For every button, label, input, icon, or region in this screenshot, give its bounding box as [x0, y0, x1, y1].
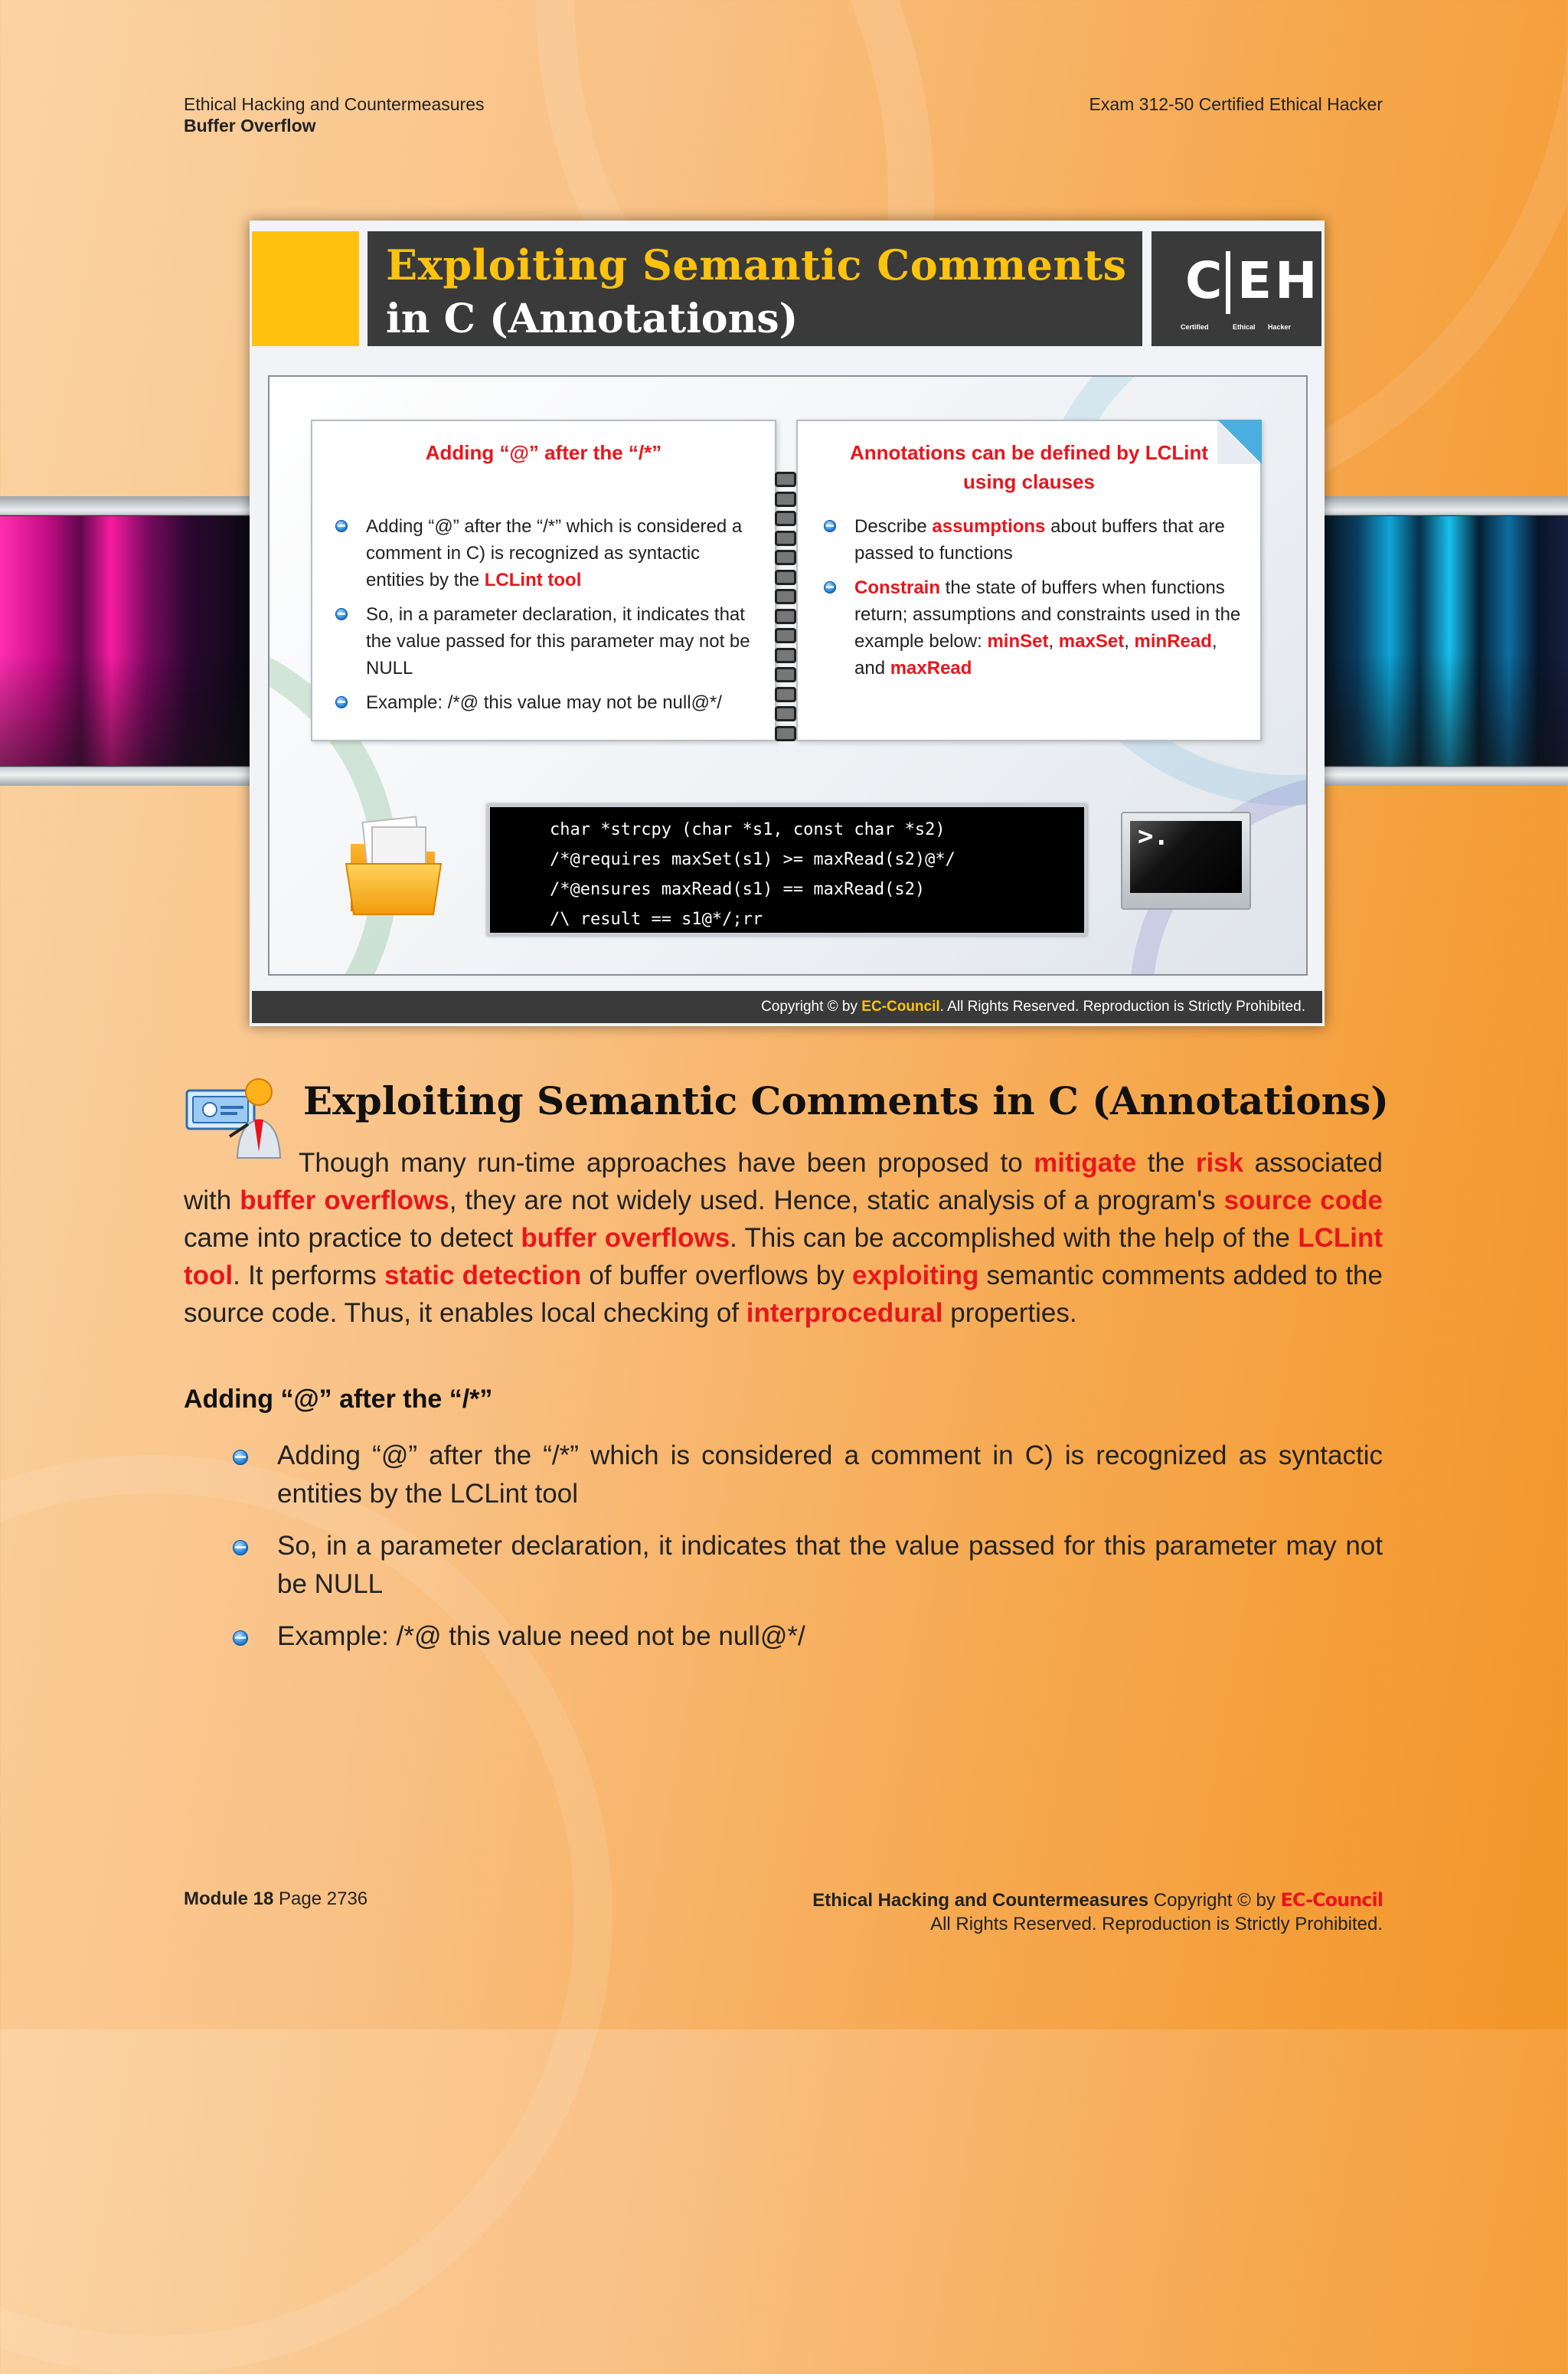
- code-block: [487, 804, 1087, 936]
- code-line: /*@ensures maxRead(s1) == maxRead(s2): [550, 880, 926, 899]
- footer-course: Ethical Hacking and Countermeasures: [812, 1890, 1149, 1911]
- bullet-text: Describe: [854, 516, 933, 537]
- section-title: Exploiting Semantic Comments in C (Annotations): [303, 1078, 1389, 1123]
- list-item: [230, 1437, 1383, 1513]
- logo-sub-hacker: Hacker: [1268, 323, 1292, 331]
- paragraph-text: Though many run-time approaches have been proposed to: [299, 1148, 1034, 1178]
- slide-title-line1: Exploiting Semantic Comments: [386, 240, 1127, 289]
- bullet-highlight: LCLint tool: [484, 570, 582, 590]
- slide-content-panel: [268, 375, 1308, 976]
- slide-image: [250, 221, 1325, 1026]
- course-title: Ethical Hacking and Countermeasures: [184, 94, 485, 114]
- bullet-highlight: maxSet: [1058, 631, 1125, 652]
- bullet-text: Example: /*@ this value need not be null@*/: [277, 1621, 805, 1651]
- paragraph-text: properties.: [942, 1298, 1077, 1328]
- code-line: /\ result == s1@*/;rr: [550, 910, 763, 929]
- list-item: [335, 689, 758, 716]
- module-number: Module 18: [184, 1888, 274, 1909]
- footer-copyright-text: Copyright © by: [1148, 1890, 1281, 1911]
- slide-title-line2: in C (Annotations): [386, 296, 799, 342]
- page-footer-copyright: [812, 1888, 1383, 1936]
- decorative-stripe-right: [1321, 496, 1568, 786]
- highlighted-term: interprocedural: [746, 1298, 943, 1328]
- page-label: Page 2736: [279, 1888, 368, 1909]
- highlighted-term: exploiting: [852, 1261, 979, 1290]
- logo-divider: [1226, 251, 1230, 314]
- right-card-bullets: [824, 513, 1243, 689]
- footer-rights: All Rights Reserved. Reproduction is Strictly Prohibited.: [930, 1914, 1383, 1934]
- highlighted-term: buffer overflows: [240, 1185, 449, 1215]
- paragraph-text: came into practice to detect: [184, 1223, 521, 1253]
- bullet-text: Example: /*@ this value may not be null@*/: [366, 692, 722, 713]
- bullet-highlight: minSet: [987, 631, 1049, 652]
- paragraph-text: semantic comments added to the source code. Thus, it enables local checking of: [184, 1261, 1383, 1328]
- bullet-icon: [335, 608, 348, 620]
- highlighted-term: source code: [1223, 1185, 1383, 1215]
- ec-council-brand: EC-Council: [861, 999, 940, 1015]
- list-item: [335, 601, 758, 682]
- bullet-icon: [824, 520, 836, 532]
- bullet-icon: [233, 1540, 248, 1555]
- module-name: Buffer Overflow: [184, 116, 316, 136]
- list-item: [230, 1527, 1383, 1604]
- page-number: [184, 1888, 368, 1910]
- logo-letters-eh: EH: [1237, 251, 1321, 310]
- left-note-card: [311, 420, 776, 741]
- bullet-text: ,: [1124, 631, 1135, 652]
- terminal-prompt: >.: [1138, 821, 1169, 852]
- right-card-heading: Annotations can be defined by LCLint using clauses: [850, 441, 1208, 493]
- terminal-screen: [1130, 821, 1242, 893]
- section-bullets: [230, 1437, 1383, 1669]
- bullet-text: So, in a parameter declaration, it indicates that the value passed for this parameter may not be NULL: [366, 604, 750, 679]
- ec-council-brand: EC-Council: [1280, 1889, 1383, 1911]
- highlighted-term: LCLint tool: [184, 1223, 1383, 1290]
- highlighted-term: buffer overflows: [521, 1223, 730, 1253]
- paragraph-text: the: [1136, 1148, 1196, 1178]
- slide-title-bar: [368, 231, 1142, 346]
- highlighted-term: risk: [1195, 1148, 1244, 1178]
- bullet-text: So, in a parameter declaration, it indicates that the value passed for this parameter may not be NULL: [277, 1531, 1383, 1599]
- paragraph-text: associated with: [184, 1148, 1383, 1215]
- logo-letter-c: C: [1185, 251, 1223, 310]
- title-accent-block: [252, 231, 359, 346]
- bullet-text: Adding “@” after the “/*” which is considered a comment in C) is recognized as syntactic entities by the LCLint tool: [277, 1440, 1383, 1509]
- bullet-text: ,: [1048, 631, 1059, 652]
- right-note-card: [796, 420, 1262, 741]
- list-item: [824, 574, 1243, 682]
- copyright-text: Copyright © by: [761, 999, 862, 1015]
- bullet-highlight: minRead: [1134, 631, 1212, 652]
- bullet-text: Adding “@” after the “/*” which is considered a comment in C) is recognized as syntactic entities by the: [366, 516, 743, 590]
- paragraph-text: . It performs: [233, 1261, 384, 1290]
- paragraph-text: , they are not widely used. Hence, static analysis of a program's: [449, 1185, 1224, 1215]
- slide-copyright: [761, 999, 1305, 1015]
- slide-footer: [252, 991, 1322, 1023]
- highlighted-term: static detection: [384, 1261, 582, 1290]
- logo-sub-ethical: Ethical: [1233, 323, 1256, 331]
- bullet-highlight: Constrain: [854, 577, 941, 598]
- paragraph-text: . This can be accomplished with the help of the: [730, 1223, 1298, 1253]
- code-line: char *strcpy (char *s1, const char *s2): [550, 820, 946, 839]
- bullet-text: the state of buffers when functions return; assumptions and constraints used in the example below:: [854, 577, 1241, 652]
- subheading: Adding “@” after the “/*”: [184, 1385, 493, 1414]
- intro-paragraph: [184, 1144, 1383, 1332]
- paragraph-text: of buffer overflows by: [581, 1261, 853, 1290]
- left-card-bullets: [335, 513, 758, 724]
- left-card-heading: Adding “@” after the “/*”: [425, 441, 662, 464]
- bullet-icon: [335, 520, 348, 532]
- bullet-text: about buffers that are passed to functions: [854, 516, 1225, 564]
- list-item: [824, 513, 1243, 567]
- copyright-text: . All Rights Reserved. Reproduction is Strictly Prohibited.: [939, 999, 1305, 1015]
- list-item: [230, 1617, 1383, 1656]
- decorative-stripe-left: [0, 496, 253, 786]
- terminal-icon: [1121, 812, 1251, 910]
- logo-sub-certified: Certified: [1181, 323, 1209, 331]
- exam-title: Exam 312-50 Certified Ethical Hacker: [1089, 94, 1383, 114]
- bullet-icon: [233, 1630, 248, 1646]
- bullet-text: , and: [854, 631, 1217, 679]
- bullet-highlight: maxRead: [890, 658, 972, 679]
- bullet-icon: [824, 581, 836, 594]
- highlighted-term: mitigate: [1034, 1148, 1137, 1178]
- ceh-logo: [1152, 231, 1321, 346]
- bullet-icon: [233, 1450, 248, 1465]
- code-line: /*@requires maxSet(s1) >= maxRead(s2)@*/: [550, 850, 956, 869]
- bullet-highlight: assumptions: [932, 516, 1046, 537]
- bullet-icon: [335, 696, 348, 708]
- folder-icon: [343, 813, 446, 924]
- list-item: [335, 513, 758, 594]
- page-header-left: [184, 93, 484, 136]
- notebook-binding-rings: [775, 472, 796, 679]
